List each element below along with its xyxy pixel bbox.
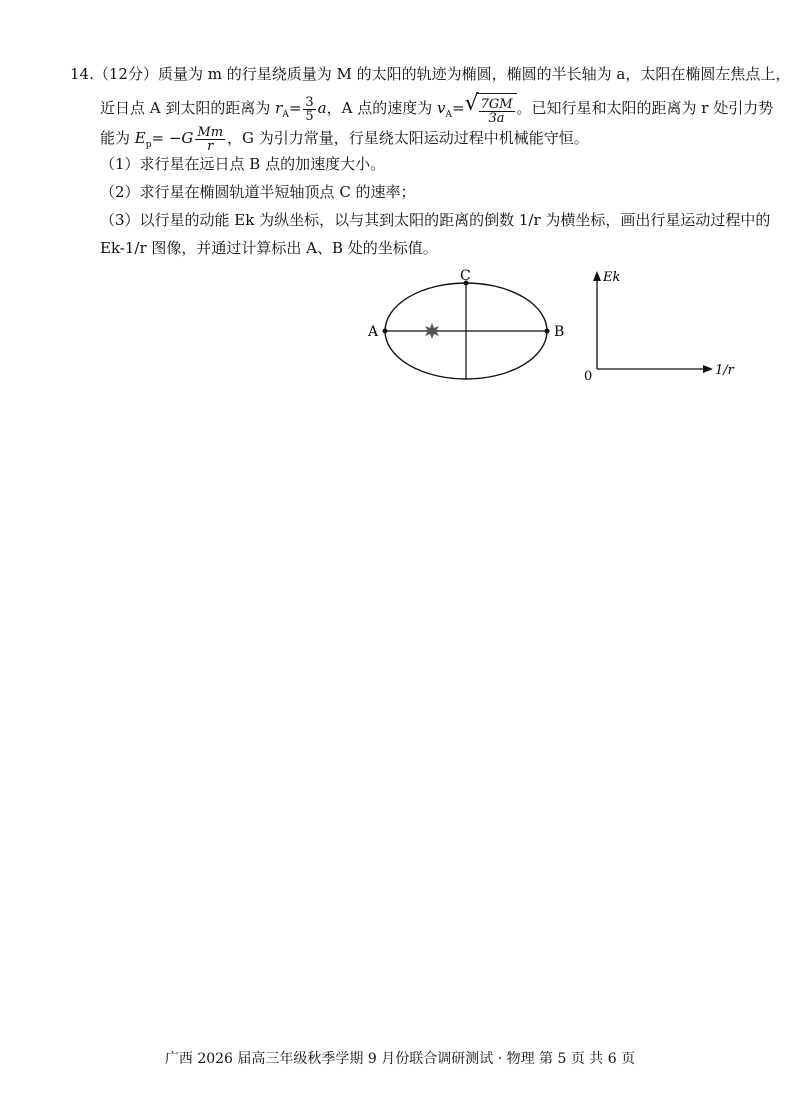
page-footer: 广西 2026 届高三年级秋季学期 9 月份联合调研测试 · 物理 第 5 页 共 6 页 <box>164 1051 636 1067</box>
problem-text-2b: ，A 点的速度为 <box>326 99 437 117</box>
label-C: C <box>460 268 471 284</box>
Ep-fraction <box>195 126 225 153</box>
Ep-denominator: r <box>207 138 214 154</box>
y-axis-label: Ek <box>603 270 621 285</box>
Ep-numerator: Mm <box>197 124 224 140</box>
vA-sqrt: √ $\frac{7GM}{3a}$ <box>465 93 517 125</box>
vA-equals: = <box>451 99 465 117</box>
problem-text-3b: ，G 为引力常量，行星绕太阳运动过程中机械能守恒。 <box>227 129 589 147</box>
Ep-equals: = −G <box>151 129 194 147</box>
rA-symbol: r <box>275 99 283 117</box>
y-axis-arrow <box>593 271 601 281</box>
question-3-line-1: （3）以行星的动能 Ek 为纵坐标，以与其到太阳的距离的倒数 1/r 为横坐标，画出行星运动过程中的 <box>100 211 771 229</box>
vA-symbol: v <box>437 99 446 117</box>
rA-unit: a <box>317 99 327 117</box>
vA-denominator: 3a <box>488 110 505 126</box>
ek-vs-inverse-r-axes <box>575 265 745 390</box>
rA-equals: = <box>288 99 302 117</box>
rA-subscript: A <box>282 110 289 120</box>
ellipse-orbit-figure <box>360 265 580 390</box>
Ep-symbol: E <box>134 129 146 147</box>
problem-points: （12分） <box>93 65 158 83</box>
origin-label: 0 <box>584 369 593 384</box>
vA-fraction <box>479 98 515 125</box>
x-axis-label: 1/r <box>715 363 734 378</box>
point-B <box>545 329 550 334</box>
vA-numerator: 7GM <box>480 96 513 112</box>
problem-text-1: 质量为 m 的行星绕质量为 M 的太阳的轨迹为椭圆，椭圆的半长轴为 a，太阳在椭圆左焦点上， <box>157 65 791 83</box>
x-axis-arrow <box>703 365 713 373</box>
problem-text-2a: 近日点 A 到太阳的距离为 <box>100 99 276 117</box>
rA-fraction <box>303 96 315 123</box>
question-1: （1）求行星在远日点 B 点的加速度大小。 <box>100 155 386 173</box>
problem-text-3a: 能为 <box>100 129 135 147</box>
label-A: A <box>368 324 379 340</box>
label-B: B <box>554 324 565 340</box>
point-A <box>383 329 388 334</box>
Ep-subscript: p <box>145 140 152 150</box>
rA-denominator: 5 <box>305 108 314 124</box>
question-2: （2）求行星在椭圆轨道半短轴顶点 C 的速率； <box>100 183 416 201</box>
problem-line-1 <box>70 63 790 85</box>
problem-text-2c: 。已知行星和太阳的距离为 r 处引力势 <box>516 99 774 117</box>
problem-number: 14. <box>70 65 94 83</box>
vA-subscript: A <box>445 110 452 120</box>
question-3-line-2: Ek-1/r 图像，并通过计算标出 A、B 处的坐标值。 <box>100 239 438 257</box>
rA-numerator: 3 <box>305 94 314 110</box>
